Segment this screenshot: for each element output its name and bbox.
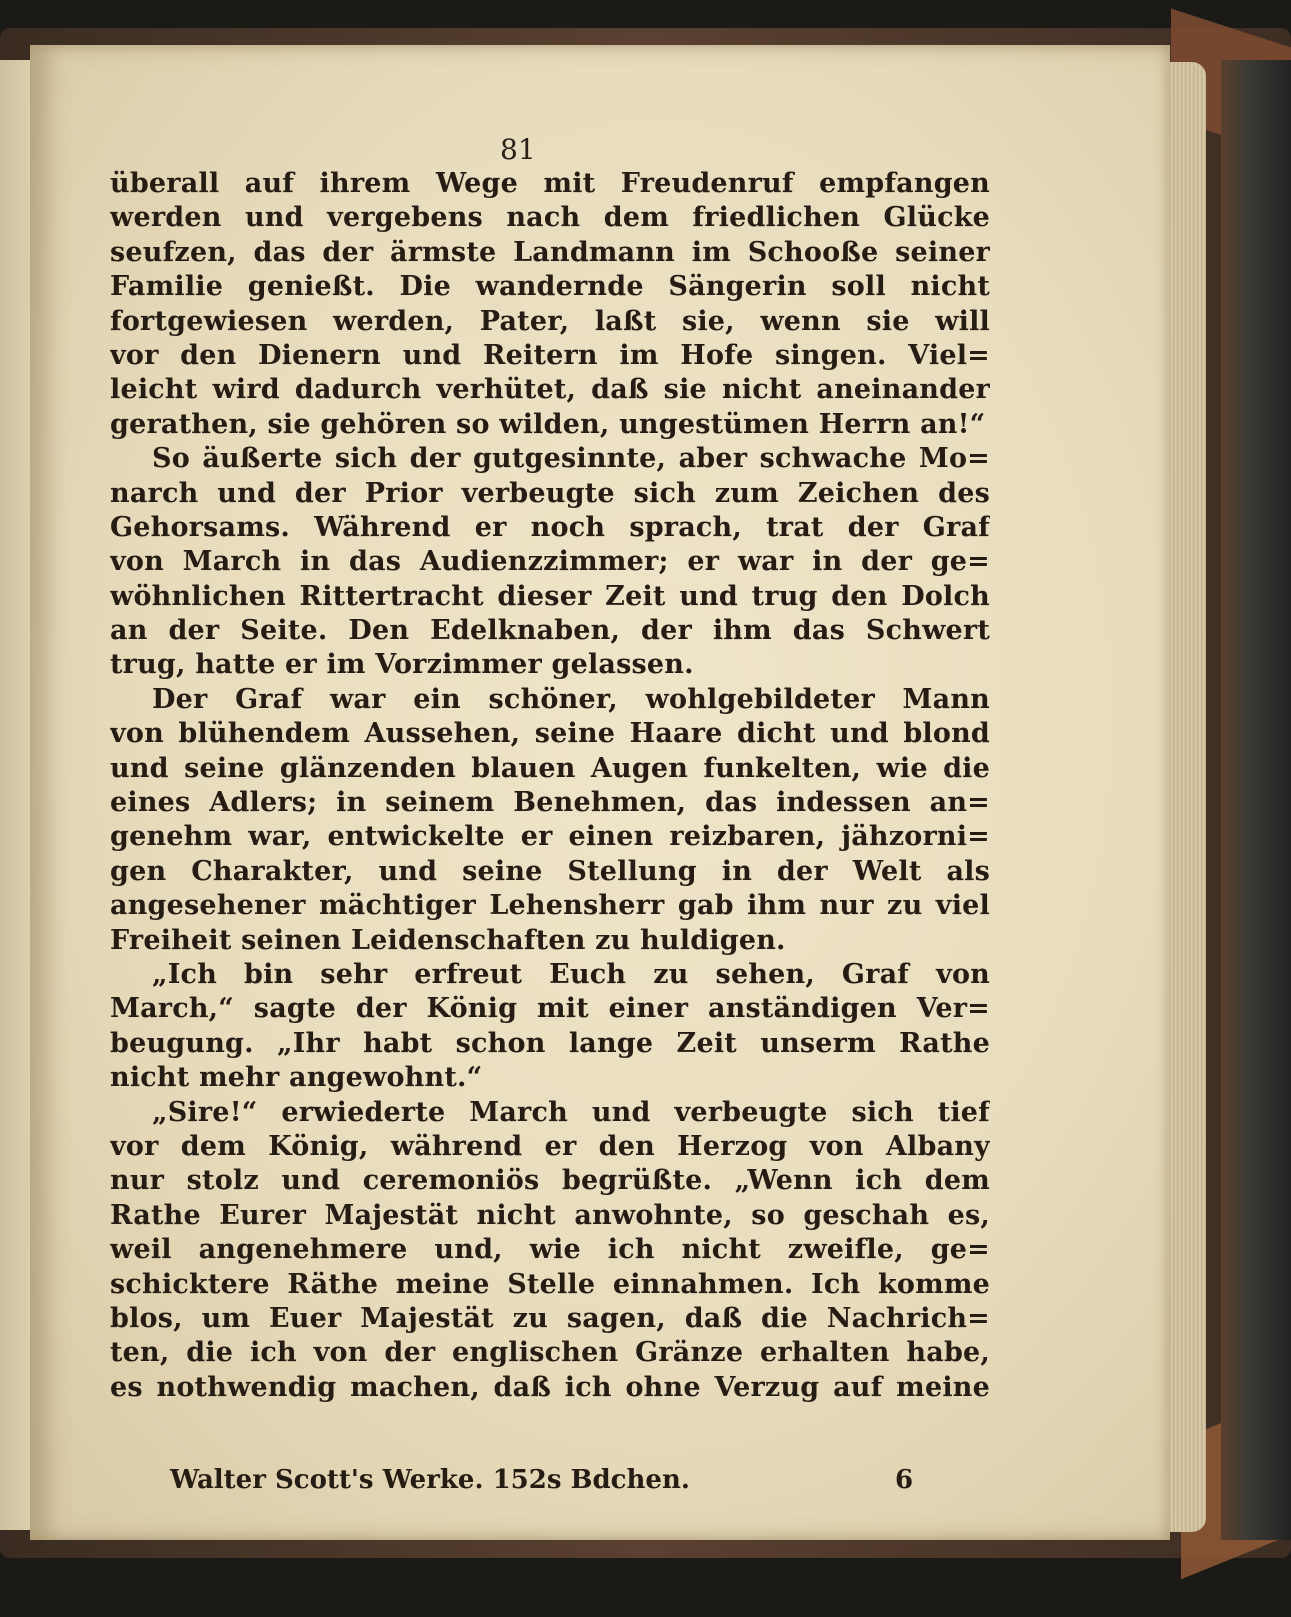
text-line: Rathe Eurer Majestät nicht anwohnte, so geschah es, xyxy=(110,1199,990,1231)
text-line: genehm war, entwickelte er einen reizbaren, jähzorni= xyxy=(110,821,990,853)
text-line: vor dem König, während er den Herzog von Albany xyxy=(110,1130,990,1162)
text-line: narch und der Prior verbeugte sich zum Zeichen des xyxy=(110,477,990,509)
body-text xyxy=(110,167,990,1405)
page-number: 81 xyxy=(500,133,536,166)
text-line: und seine glänzenden blauen Augen funkelten, wie die xyxy=(110,752,990,784)
text-line: Der Graf war ein schöner, wohlgebildeter Mann xyxy=(152,683,990,715)
text-line: leicht wird dadurch verhütet, daß sie nicht aneinander xyxy=(110,374,990,406)
text-line: eines Adlers; in seinem Benehmen, das indessen an= xyxy=(110,787,990,819)
text-line: blos, um Euer Majestät zu sagen, daß die Nachrich= xyxy=(110,1302,990,1334)
text-line: weil angenehmere und, wie ich nicht zweifle, ge= xyxy=(110,1234,990,1266)
text-line: beugung. „Ihr habt schon lange Zeit unserm Rathe xyxy=(110,1027,990,1059)
text-line: trug, hatte er im Vorzimmer gelassen. xyxy=(110,649,694,681)
book-page xyxy=(30,45,1170,1540)
page-footer xyxy=(110,1465,990,1505)
text-line: nicht mehr angewohnt.“ xyxy=(110,1062,483,1094)
text-line: Gehorsams. Während er noch sprach, trat der Graf xyxy=(110,511,990,543)
text-line: So äußerte sich der gutgesinnte, aber schwache Mo= xyxy=(152,443,990,475)
text-line: angesehener mächtiger Lehensherr gab ihm nur zu viel xyxy=(110,890,990,922)
text-line: ten, die ich von der englischen Gränze erhalten habe, xyxy=(110,1337,990,1369)
text-line: seufzen, das der ärmste Landmann im Schooße seiner xyxy=(110,236,990,268)
text-line: „Sire!“ erwiederte March und verbeugte sich tief xyxy=(152,1096,990,1128)
text-line: gen Charakter, und seine Stellung in der Welt als xyxy=(110,855,990,887)
text-line: Freiheit seinen Leidenschaften zu huldigen. xyxy=(110,924,786,956)
text-line: „Ich bin sehr erfreut Euch zu sehen, Graf von xyxy=(152,958,990,990)
text-line: Familie genießt. Die wandernde Sängerin soll nicht xyxy=(110,271,990,303)
book-spine-edge xyxy=(1221,60,1291,1540)
text-line: vor den Dienern und Reitern im Hofe singen. Viel= xyxy=(110,339,990,371)
text-line: von March in das Audienzzimmer; er war in der ge= xyxy=(110,546,990,578)
text-line: wöhnlichen Rittertracht dieser Zeit und trug den Dolch xyxy=(110,580,990,612)
text-line: March,“ sagte der König mit einer anständigen Ver= xyxy=(110,993,990,1025)
printer-signature: Walter Scott's Werke. 152s Bdchen. xyxy=(170,1465,690,1495)
text-line: schicktere Räthe meine Stelle einnahmen. Ich komme xyxy=(110,1268,990,1300)
text-line: nur stolz und ceremoniös begrüßte. „Wenn ich dem xyxy=(110,1165,990,1197)
text-line: an der Seite. Den Edelknaben, der ihm das Schwert xyxy=(110,615,990,647)
text-line: überall auf ihrem Wege mit Freudenruf empfangen xyxy=(110,168,990,199)
text-line: es nothwendig machen, daß ich ohne Verzug auf meine xyxy=(110,1371,990,1403)
text-line: werden und vergebens nach dem friedlichen Glücke xyxy=(110,202,990,234)
signature-mark: 6 xyxy=(895,1465,914,1495)
text-line: fortgewiesen werden, Pater, laßt sie, wenn sie will xyxy=(110,305,990,337)
text-line: gerathen, sie gehören so wilden, ungestümen Herrn an!“ xyxy=(110,408,986,440)
text-line: von blühendem Aussehen, seine Haare dicht und blond xyxy=(110,718,990,750)
